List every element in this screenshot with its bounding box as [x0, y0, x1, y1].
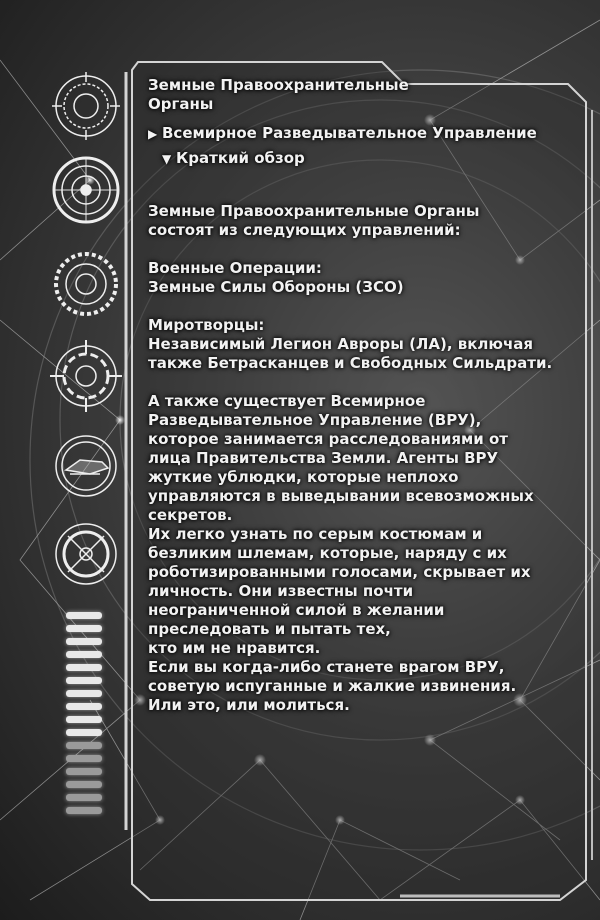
paragraph-intro	[148, 202, 588, 240]
panel-body	[148, 202, 588, 715]
ladder-rung	[66, 716, 102, 723]
paragraph-vru	[148, 392, 588, 715]
ladder-rung	[66, 794, 102, 801]
text-line: Разведывательное Управление (ВРУ),	[148, 411, 482, 429]
ship-icon[interactable]	[50, 430, 122, 502]
ladder-rung	[66, 729, 102, 736]
ladder-rung	[66, 807, 102, 814]
text-line: управляются в выведывании всевозможных	[148, 487, 534, 505]
text-line: Земные Правоохранительные Органы	[148, 202, 480, 220]
text-line: безликим шлемам, которые, наряду с их	[148, 544, 507, 562]
paragraph-military	[148, 259, 588, 297]
ladder-rung	[66, 664, 102, 671]
gear-ring-icon[interactable]	[50, 248, 122, 320]
ladder-rung	[66, 612, 102, 619]
crosshair-icon[interactable]	[50, 340, 122, 412]
ladder-rung	[66, 703, 102, 710]
ladder-rung	[66, 651, 102, 658]
text-line: роботизированными голосами, скрывает их	[148, 563, 531, 581]
text-line: Или это, или молиться.	[148, 696, 350, 714]
text-line: также Бетрасканцев и Свободных Сильдрати.	[148, 354, 553, 372]
text-line: которое занимается расследованиями от	[148, 430, 508, 448]
ladder-rung	[66, 781, 102, 788]
text-line: Военные Операции:	[148, 259, 322, 277]
nav-item-overview[interactable]	[162, 149, 305, 169]
panel-title: Земные Правоохранительные Органы	[148, 76, 409, 113]
ladder-rung	[66, 625, 102, 632]
text-line: неограниченной силой в желании	[148, 601, 445, 619]
ladder-rung	[66, 742, 102, 749]
text-line: Их легко узнать по серым костюмам и	[148, 525, 483, 543]
radar-icon[interactable]	[50, 154, 122, 226]
ladder-rung	[66, 755, 102, 762]
text-line: А также существует Всемирное	[148, 392, 426, 410]
ladder-rung	[66, 677, 102, 684]
text-line: Если вы когда-либо станете врагом ВРУ,	[148, 658, 505, 676]
triangle-down-icon: ▼	[162, 152, 172, 166]
reticle-icon[interactable]	[50, 70, 122, 142]
text-line: Независимый Легион Авроры (ЛА), включая	[148, 335, 534, 353]
ladder-rung	[66, 690, 102, 697]
text-line: лица Правительства Земли. Агенты ВРУ	[148, 449, 499, 467]
text-line: Земные Силы Обороны (ЗСО)	[148, 278, 404, 296]
text-line: кто им не нравится.	[148, 639, 321, 657]
paragraph-peacekeepers	[148, 316, 588, 373]
nav-item-world-intelligence[interactable]	[148, 124, 537, 144]
text-line: жуткие ублюдки, которые неплохо	[148, 468, 459, 486]
nav-item-label: Краткий обзор	[176, 149, 305, 167]
text-line: преследовать и пытать тех,	[148, 620, 391, 638]
ladder-rung	[66, 638, 102, 645]
target-icon[interactable]	[50, 518, 122, 590]
text-line: советую испуганные и жалкие извинения.	[148, 677, 517, 695]
nav-item-label: Всемирное Разведывательное Управление	[162, 124, 537, 142]
text-line: личность. Они известны почти	[148, 582, 414, 600]
triangle-right-icon: ▶	[148, 127, 158, 141]
info-panel	[148, 76, 588, 714]
text-line: секретов.	[148, 506, 233, 524]
ladder-rung	[66, 768, 102, 775]
text-line: состоят из следующих управлений:	[148, 221, 461, 239]
level-ladder	[66, 612, 106, 820]
text-line: Миротворцы:	[148, 316, 265, 334]
